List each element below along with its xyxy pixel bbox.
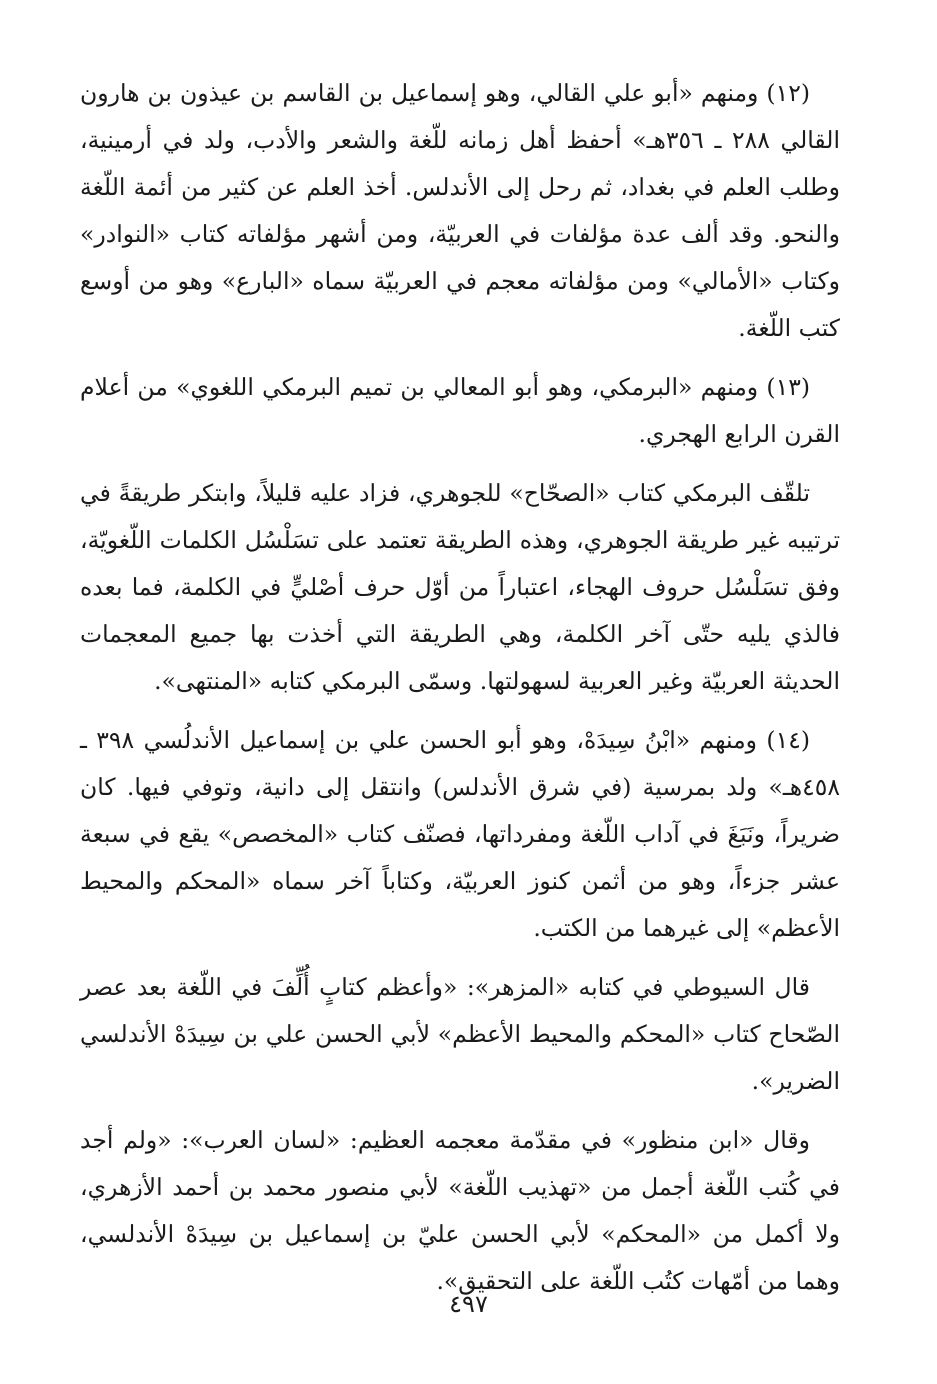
paragraph-ibn-manzur-quote: وقال «ابن منظور» في مقدّمة معجمه العظيم: «لسان العرب»: «ولم أجد في كُتب اللّغة أجمل من «تهذيب اللّغة» لأبي منصور محمد بن أحمد الأزهري، ولا أكمل من «المحكم» لأبي الحسن عليّ بن إسماعيل بن سِيدَهْ الأندلسي، وهما من أمّهات كتُب اللّغة على التحقيق». bbox=[80, 1126, 840, 1295]
page-number: ٤٩٧ bbox=[449, 1290, 488, 1318]
paragraph-suyuti-quote: قال السيوطي في كتابه «المزهر»: «وأعظم كتابٍ أُلِّفَ في اللّغة بعد عصر الصّحاح كتاب «المحكم والمحيط الأعظم» لأبي الحسن علي بن سِيدَهْ الأندلسي الضرير». bbox=[80, 973, 840, 1095]
paragraph-ibn-sidah: (١٤) ومنهم «ابْنُ سِيدَهْ، وهو أبو الحسن علي بن إسماعيل الأندلُسي ٣٩٨ ـ ٤٥٨هـ» ولد بمرسية (في شرق الأندلس) وانتقل إلى دانية، وتوفي فيها. كان ضريراً، ونَبَغَ في آداب اللّغة ومفرداتها، فصنّف كتاب «المخصص» يقع في سبعة عشر جزءاً، وهو من أثمن كنوز العربيّة، وكتاباً آخر سماه «المحكم والمحيط الأعظم» إلى غيرهما من الكتب. bbox=[80, 726, 840, 942]
paragraph-al-barmaki: (١٣) ومنهم «البرمكي، وهو أبو المعالي بن تميم البرمكي اللغوي» من أعلام القرن الرابع الهجري. bbox=[80, 373, 840, 448]
paragraph-abu-ali-al-qali: (١٢) ومنهم «أبو علي القالي، وهو إسماعيل بن القاسم بن عيذون بن هارون القالي ٢٨٨ ـ ٣٥٦هـ» أحفظ أهل زمانه للّغة والشعر والأدب، ولد في أرمينية، وطلب العلم في بغداد، ثم رحل إلى الأندلس. أخذ العلم عن كثير من أئمة اللّغة والنحو. وقد ألف عدة مؤلفات في العربيّة، ومن أشهر مؤلفاته كتاب «النوادر» وكتاب «الأمالي» ومن مؤلفاته معجم في العربيّة سماه «البارع» وهو من أوسع كتب اللّغة. bbox=[80, 79, 840, 342]
paragraph-barmaki-method: تلقّف البرمكي كتاب «الصحّاح» للجوهري، فزاد عليه قليلاً، وابتكر طريقةً في ترتيبه غير طريقة الجوهري، وهذه الطريقة تعتمد على تسَلْسُل الكلمات اللّغويّة، وفق تسَلْسُل حروف الهجاء، اعتباراً من أوّل حرف أصْليٍّ في الكلمة، فما بعده فالذي يليه حتّى آخر الكلمة، وهي الطريقة التي أخذت بها جميع المعجمات الحديثة العربيّة وغير العربية لسهولتها. وسمّى البرمكي كتابه «المنتهى». bbox=[80, 479, 840, 695]
page-body bbox=[80, 70, 840, 1317]
